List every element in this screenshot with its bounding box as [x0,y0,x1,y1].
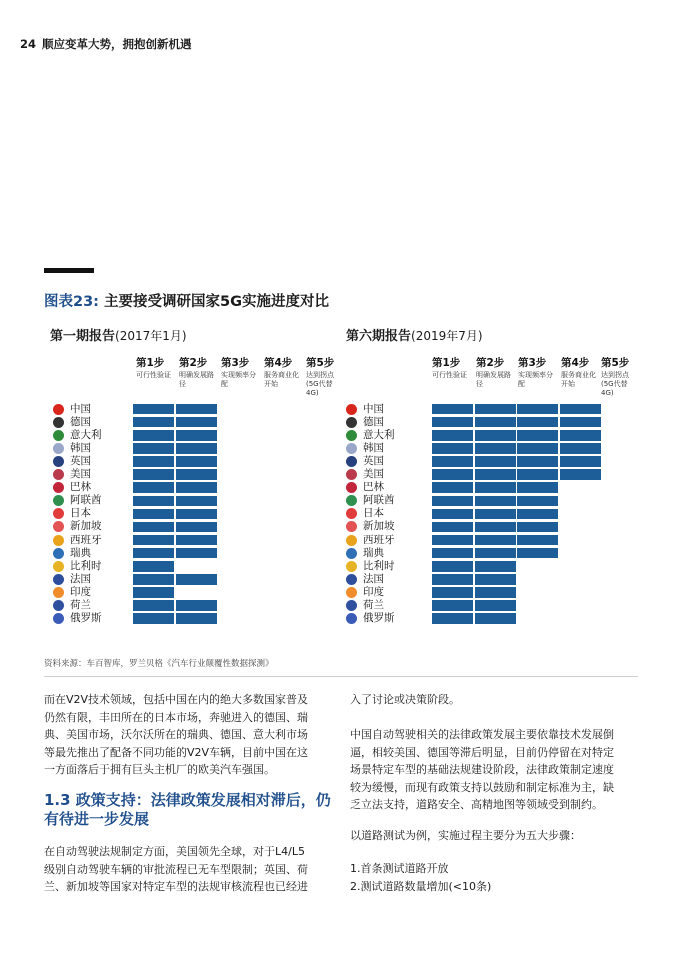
progress-bar-cell [475,600,516,611]
progress-bar-cell [176,509,217,520]
header-title: 顺应变革大势，拥抱创新机遇 [42,37,192,51]
progress-bar-cell [560,443,601,454]
country-label: 法国 [363,572,384,585]
panel-title: 第一期报告 [50,329,116,344]
step-header [264,355,304,389]
country-label: 美国 [363,468,384,480]
progress-bar-cell [475,482,516,493]
progress-bar-cell [475,548,516,559]
paragraph-line: 典、美国市场，沃尔沃所在的瑞典、德国、意大利市场 [44,728,308,742]
progress-bar-cell [176,482,217,493]
progress-bar-cell [475,456,516,467]
country-label: 荷兰 [363,599,384,611]
country-label: 日本 [363,507,384,520]
country-label: 韩国 [363,441,384,454]
country-label: 英国 [70,454,91,467]
step-header [518,355,558,389]
step-number: 第5步 [306,357,335,369]
country-label: 西班牙 [70,533,102,546]
country-flag-icon [346,495,357,506]
country-flag-icon [53,482,64,493]
step-description: 达到拐点(5G代替4G) [306,371,334,397]
step-header [136,355,176,380]
country-label: 荷兰 [70,599,91,611]
progress-bar-cell [432,469,473,480]
divider [44,676,638,677]
progress-bar-cell [475,613,516,624]
country-label: 比利时 [70,559,102,572]
figure-title [44,290,329,311]
progress-bar-cell [517,430,558,441]
progress-bar-cell [432,443,473,454]
progress-bar-cell [517,548,558,559]
progress-bar-cell [517,417,558,428]
progress-bar-cell [133,469,174,480]
step-description: 可行性验证 [432,371,467,379]
progress-bar-cell [176,522,217,533]
progress-bar-cell [133,548,174,559]
progress-bar-cell [133,587,174,598]
country-label: 德国 [70,415,91,428]
step-header [432,355,472,380]
progress-bar-cell [475,469,516,480]
progress-bar-cell [475,417,516,428]
progress-bar-cell [432,587,473,598]
progress-bar-cell [133,482,174,493]
country-flag-icon [53,456,64,467]
country-flag-icon [346,535,357,546]
progress-bar-cell [517,509,558,520]
step-number: 第2步 [179,357,208,369]
country-label: 美国 [70,468,91,480]
progress-bar-cell [475,561,516,572]
country-flag-icon [53,561,64,572]
progress-bar-cell [475,587,516,598]
progress-bar-cell [432,456,473,467]
country-label: 印度 [70,585,91,598]
progress-bar-cell [560,404,601,415]
progress-bar-cell [432,417,473,428]
progress-bar-cell [176,469,217,480]
progress-bar-cell [133,404,174,415]
progress-bar-cell [517,404,558,415]
progress-bar-cell [475,509,516,520]
country-flag-icon [346,443,357,454]
country-label: 新加坡 [363,520,395,533]
progress-bar-cell [475,496,516,507]
progress-bar-cell [176,613,217,624]
country-flag-icon [346,417,357,428]
step-header [601,355,635,398]
country-flag-icon [53,495,64,506]
progress-bar-cell [432,430,473,441]
progress-bar-cell [133,561,174,572]
country-flag-icon [53,548,64,559]
country-label: 巴林 [363,481,384,494]
country-flag-icon [53,587,64,598]
paragraph-line: 中国自动驾驶相关的法律政策发展主要依靠技术发展倒 [350,728,614,741]
progress-bar-cell [517,482,558,493]
progress-bar-cell [176,430,217,441]
country-flag-icon [346,574,357,585]
panel-date: (2017年1月) [115,329,187,343]
country-flag-icon [53,600,64,611]
paragraph-line: 兰、新加坡等国家对特定车型的法规审核流程也已经进 [44,880,308,894]
step-header [221,355,261,389]
step-number: 第1步 [136,357,165,369]
progress-bar-cell [517,522,558,533]
country-label: 瑞典 [70,546,91,559]
country-flag-icon [53,535,64,546]
step-header [561,355,601,389]
country-label: 中国 [70,402,91,415]
step-header [179,355,219,389]
progress-bar-cell [133,456,174,467]
country-label: 意大利 [363,428,395,441]
progress-bar-cell [517,443,558,454]
progress-bar-cell [176,417,217,428]
progress-bar-cell [432,404,473,415]
paragraph-line: 乏立法支持，道路安全、高精地图等领域受到制约。 [350,798,603,812]
figure-label: 图表23: [44,294,99,310]
progress-bar-cell [475,443,516,454]
progress-bar-cell [133,613,174,624]
step-description: 服务商业化开始 [561,371,596,388]
country-flag-icon [53,613,64,624]
progress-bar-cell [176,496,217,507]
progress-bar-cell [517,496,558,507]
paragraph-line: 逼，相较美国、德国等滞后明显，目前仍停留在对特定 [350,745,614,759]
progress-bar-cell [176,600,217,611]
progress-bar-cell [432,574,473,585]
step-number: 第2步 [476,357,505,369]
progress-bar-cell [517,535,558,546]
paragraph-line: 仍然有限，丰田所在的日本市场，奔驰进入的德国、瑞 [44,710,308,724]
progress-bar-cell [133,535,174,546]
step-description: 实现频率分配 [221,371,256,388]
step-number: 第5步 [601,357,630,369]
step-number: 第1步 [432,357,461,369]
panel-heading [50,325,187,344]
country-label: 法国 [70,572,91,585]
progress-bar-cell [517,469,558,480]
paragraph-line: 而在V2V技术领域，包括中国在内的绝大多数国家普及 [44,693,309,706]
country-flag-icon [53,574,64,585]
progress-bar-cell [560,469,601,480]
progress-bar-cell [432,613,473,624]
country-label: 日本 [70,507,91,520]
step-number: 第3步 [518,357,547,369]
progress-bar-cell [133,509,174,520]
step-description: 达到拐点(5G代替4G) [601,371,629,397]
country-flag-icon [346,482,357,493]
progress-bar-cell [133,417,174,428]
country-flag-icon [346,508,357,519]
country-flag-icon [53,404,64,415]
step-header [476,355,516,389]
progress-bar-cell [560,430,601,441]
paragraph-line: 级别自动驾驶车辆的审批流程已无车型限制；英国、荷 [44,862,308,876]
progress-bar-cell [517,456,558,467]
country-label: 阿联酋 [70,494,102,507]
step-description: 可行性验证 [136,371,171,379]
progress-bar-cell [432,509,473,520]
step-description: 明确发展路径 [179,371,214,388]
step-description: 实现频率分配 [518,371,553,388]
country-flag-icon [346,600,357,611]
list-item: 2.测试道路数量增加(<10条) [350,879,492,893]
page-header [20,36,192,52]
country-flag-icon [346,404,357,415]
country-label: 印度 [363,585,384,598]
progress-bar-cell [176,535,217,546]
progress-bar-cell [475,430,516,441]
progress-bar-cell [432,600,473,611]
progress-bar-cell [432,496,473,507]
country-flag-icon [53,508,64,519]
progress-bar-cell [560,456,601,467]
progress-bar-cell [432,522,473,533]
country-label: 阿联酋 [363,494,395,507]
country-flag-icon [346,521,357,532]
country-label: 德国 [363,415,384,428]
step-header [306,355,340,398]
paragraph-line: 较为缓慢，而现有政策支持以鼓励和制定标准为主，缺 [350,780,614,794]
progress-bar-cell [133,600,174,611]
section-title: 1.3 政策支持：法律政策发展相对滞后，仍有待进一步发展 [44,791,331,828]
progress-bar-cell [176,574,217,585]
step-number: 第4步 [561,357,590,369]
progress-bar-cell [176,404,217,415]
country-label: 比利时 [363,559,395,572]
country-flag-icon [53,521,64,532]
country-flag-icon [346,430,357,441]
country-label: 意大利 [70,428,102,441]
figure-title-text: 主要接受调研国家5G实施进度对比 [104,294,330,310]
paragraph-line: 一方面落后于拥有巨头主机厂的欧美汽车强国。 [44,763,275,777]
country-flag-icon [346,469,357,480]
step-description: 服务商业化开始 [264,371,299,388]
country-flag-icon [346,561,357,572]
country-flag-icon [53,443,64,454]
country-label: 新加坡 [70,520,102,533]
step-number: 第4步 [264,357,293,369]
country-flag-icon [53,430,64,441]
country-label: 中国 [363,402,384,415]
country-label: 巴林 [70,481,91,494]
progress-bar-cell [432,561,473,572]
progress-bar-cell [432,482,473,493]
page-number: 24 [20,37,37,51]
country-flag-icon [346,456,357,467]
figure-source: 资料来源：车百智库，罗兰贝格《汽车行业颠覆性数据探测》 [44,659,274,669]
paragraph-line: 入了讨论或决策阶段。 [350,693,460,706]
step-description: 明确发展路径 [476,371,511,388]
progress-bar-cell [133,496,174,507]
progress-bar-cell [176,443,217,454]
progress-bar-cell [133,522,174,533]
progress-bar-cell [475,535,516,546]
country-flag-icon [53,469,64,480]
country-label: 西班牙 [363,533,395,546]
progress-bar-cell [176,456,217,467]
progress-bar-cell [475,522,516,533]
country-flag-icon [346,548,357,559]
progress-bar-cell [133,430,174,441]
progress-bar-cell [475,404,516,415]
country-flag-icon [346,613,357,624]
paragraph-line: 以道路测试为例，实施过程主要分为五大步骤： [350,829,581,842]
country-label: 英国 [363,454,384,467]
progress-bar-cell [475,574,516,585]
section-rule [44,268,94,273]
country-flag-icon [53,417,64,428]
panel-date: (2019年7月) [411,329,483,343]
country-label: 瑞典 [363,546,384,559]
panel-title: 第六期报告 [346,329,412,344]
paragraph-line: 在自动驾驶法规制定方面，美国领先全球，对于L4/L5 [44,845,305,858]
progress-bar-cell [560,417,601,428]
country-label: 俄罗斯 [363,612,395,625]
country-label: 韩国 [70,441,91,454]
country-label: 俄罗斯 [70,612,102,625]
country-flag-icon [346,587,357,598]
paragraph-line: 等最先推出了配备不同功能的V2V车辆，目前中国在这 [44,745,309,759]
progress-bar-cell [133,443,174,454]
progress-bar-cell [133,574,174,585]
progress-bar-cell [432,535,473,546]
list-item: 1.首条测试道路开放 [350,862,449,875]
progress-bar-cell [432,548,473,559]
panel-heading [346,325,483,344]
progress-bar-cell [176,548,217,559]
step-number: 第3步 [221,357,250,369]
paragraph-line: 场景特定车型的基础法规建设阶段，法律政策制定速度 [350,763,614,777]
